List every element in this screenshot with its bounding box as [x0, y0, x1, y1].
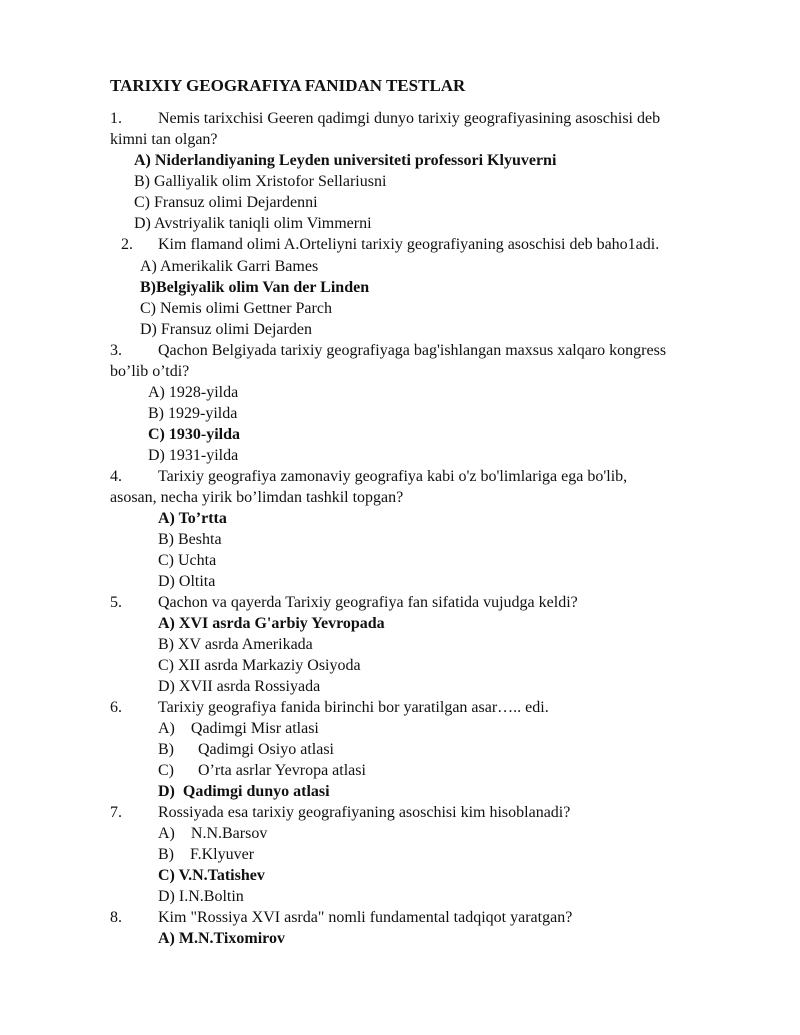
question-text: Tarixiy geografiya fanida birinchi bor yaratilgan asar….. edi. [158, 699, 549, 716]
option-b: B) Qadimgi Osiyo atlasi [158, 741, 334, 758]
question-number: 7. [110, 804, 122, 821]
option-b: B) F.Klyuver [158, 846, 255, 863]
question-text-cont: bo’lib o’tdi? [110, 363, 190, 380]
option-c: C) 1930-yilda [148, 426, 240, 443]
option-c: C) Uchta [158, 552, 217, 569]
option-c: C) Nemis olimi Gettner Parch [140, 300, 332, 317]
option-a: A) Qadimgi Misr atlasi [158, 720, 319, 737]
option-d: D) XVII asrda Rossiyada [158, 678, 321, 695]
question-text: Qachon Belgiyada tarixiy geografiyaga bag'ishlangan maxsus xalqaro kongress [158, 342, 667, 359]
option-a: A) 1928-yilda [148, 384, 239, 401]
option-b: B)Belgiyalik olim Van der Linden [140, 279, 370, 296]
option-d: D) I.N.Boltin [158, 888, 244, 905]
question-number: 4. [110, 468, 122, 485]
question-text: Nemis tarixchisi Geeren qadimgi dunyo tarixiy geografiyasining asoschisi deb [158, 110, 661, 127]
question-number: 6. [110, 699, 122, 716]
option-a: A) N.N.Barsov [158, 825, 268, 842]
option-d: D) Qadimgi dunyo atlasi [158, 783, 330, 800]
question-number: 8. [110, 909, 122, 926]
question-text-cont: kimni tan olgan? [110, 131, 218, 148]
question-text: Kim flamand olimi A.Orteliyni tarixiy geografiyaning asoschisi deb baho1adi. [158, 236, 660, 253]
option-a: A) Amerikalik Garri Bames [140, 258, 319, 275]
option-a: A) XVI asrda G'arbiy Yevropada [158, 615, 385, 632]
option-b: B) Beshta [158, 531, 222, 548]
option-a: A) Niderlandiyaning Leyden universiteti professori Klyuverni [134, 152, 557, 169]
question-text: Qachon va qayerda Tarixiy geografiya fan sifatida vujudga keldi? [158, 594, 578, 611]
question-text: Rossiyada esa tarixiy geografiyaning asoschisi kim hisoblanadi? [158, 804, 571, 821]
option-a: A) To’rtta [158, 510, 227, 527]
question-text-cont: asosan, necha yirik bo’limdan tashkil topgan? [110, 489, 404, 506]
question-number: 5. [110, 594, 122, 611]
option-b: B) 1929-yilda [148, 405, 238, 422]
option-d: D) 1931-yilda [148, 447, 239, 464]
option-d: D) Avstriyalik taniqli olim Vimmerni [134, 215, 372, 232]
option-d: D) Oltita [158, 573, 216, 590]
option-c: C) Fransuz olimi Dejardenni [134, 194, 318, 211]
option-c: C) XII asrda Markaziy Osiyoda [158, 657, 361, 674]
option-d: D) Fransuz olimi Dejarden [140, 321, 312, 338]
option-c: C) O’rta asrlar Yevropa atlasi [158, 762, 366, 779]
option-a: A) M.N.Tixomirov [158, 930, 285, 947]
option-c: C) V.N.Tatishev [158, 867, 265, 884]
document-title: TARIXIY GEOGRAFIYA FANIDAN TESTLAR [110, 76, 466, 95]
option-b: B) Galliyalik olim Xristofor Sellariusni [134, 173, 387, 190]
question-number: 1. [110, 110, 122, 127]
question-number: 3. [110, 342, 122, 359]
option-b: B) XV asrda Amerikada [158, 636, 313, 653]
question-text: Tarixiy geografiya zamonaviy geografiya kabi o'z bo'limlariga ega bo'lib, [158, 468, 628, 485]
question-number: 2. [121, 236, 133, 253]
question-text: Kim "Rossiya XVI asrda" nomli fundamental tadqiqot yaratgan? [158, 909, 573, 926]
